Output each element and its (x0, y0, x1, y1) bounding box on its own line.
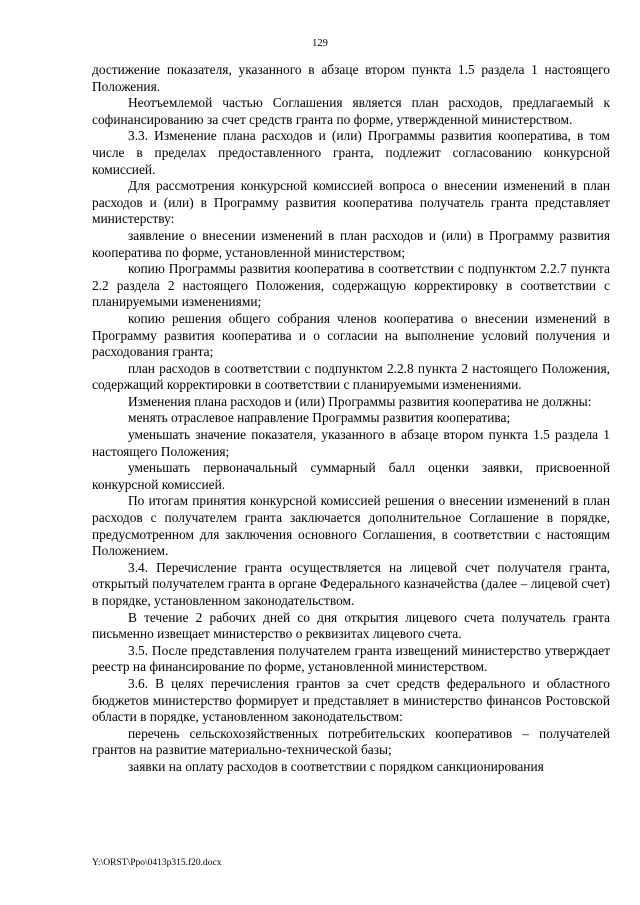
paragraph: менять отраслевое направление Программы развития кооператива; (128, 410, 511, 426)
paragraph: копию Программы развития кооператива в соответствии с подпунктом 2.2.7 пункта 2.2 раздела 2 настоящего Положения, содержащую корректировку в соответствии с планируемыми изменениями; (92, 261, 610, 310)
paragraph: уменьшать значение показателя, указанного в абзаце втором пункта 1.5 раздела 1 настоящего Положения; (92, 427, 610, 459)
paragraph: 3.5. После представления получателем гранта извещений министерство утверждает реестр на финансирование по форме, установленной министерством. (92, 642, 610, 675)
paragraph: заявление о внесении изменений в план расходов и (или) в Программу развития кооператива по форме, установленной министерством; (92, 227, 610, 260)
paragraph: план расходов в соответствии с подпунктом 2.2.8 пункта 2 настоящего Положения, содержащий корректировки в соответствии с планируемыми изменениями. (92, 360, 610, 393)
paragraph: 3.6. В целях перечисления грантов за счет средств федерального и областного бюджетов министерство формирует и представляет в министерство финансов Ростовской области в порядке, установленном законодательством: (92, 675, 610, 725)
page-number: 129 (312, 38, 328, 49)
paragraph: перечень сельскохозяйственных потребительских кооперативов – получателей грантов на развитие материально-технической базы; (92, 725, 610, 758)
document-body (92, 62, 610, 776)
paragraph: копию решения общего собрания членов кооператива о внесении изменений в Программу развития кооператива и о согласии на выполнение условий получения и расходования гранта; (92, 310, 610, 360)
paragraph: 3.4. Перечисление гранта осуществляется на лицевой счет получателя гранта, открытый получателем гранта в органе Федерального казначейства (далее – лицевой счет) в порядке, установленном законодательством. (92, 559, 610, 608)
paragraph: достижение показателя, указанного в абзаце втором пункта 1.5 раздела 1 настоящего Положения. (92, 62, 610, 94)
paragraph: В течение 2 рабочих дней со дня открытия лицевого счета получатель гранта письменно извещает министерство о реквизитах лицевого счета. (92, 609, 610, 642)
paragraph: заявки на оплату расходов в соответствии с порядком санкционирования (128, 758, 544, 774)
paragraph: 3.3. Изменение плана расходов и (или) Программы развития кооператива, в том числе в пределах предоставленного гранта, подлежит согласованию конкурсной комиссией. (92, 128, 610, 177)
paragraph: Для рассмотрения конкурсной комиссией вопроса о внесении изменений в план расходов и (или) в Программу развития кооператива получатель гранта представляет министерству: (92, 178, 610, 227)
file-path-footer: Y:\ORST\Ppo\0413p315.f20.docx (92, 858, 222, 868)
paragraph: Изменения плана расходов и (или) Программы развития кооператива не должны: (128, 393, 592, 409)
paragraph: По итогам принятия конкурсной комиссией решения о внесении изменений в план расходов с получателем гранта заключается дополнительное Соглашение в порядке, предусмотренном для заключения основного Соглашения, в соответствии с настоящим Положением. (92, 493, 610, 559)
paragraph: Неотъемлемой частью Соглашения является план расходов, предлагаемый к софинансированию за счет средств гранта по форме, утвержденной министерством. (92, 95, 610, 127)
paragraph: уменьшать первоначальный суммарный балл оценки заявки, присвоенной конкурсной комиссией. (92, 460, 610, 492)
